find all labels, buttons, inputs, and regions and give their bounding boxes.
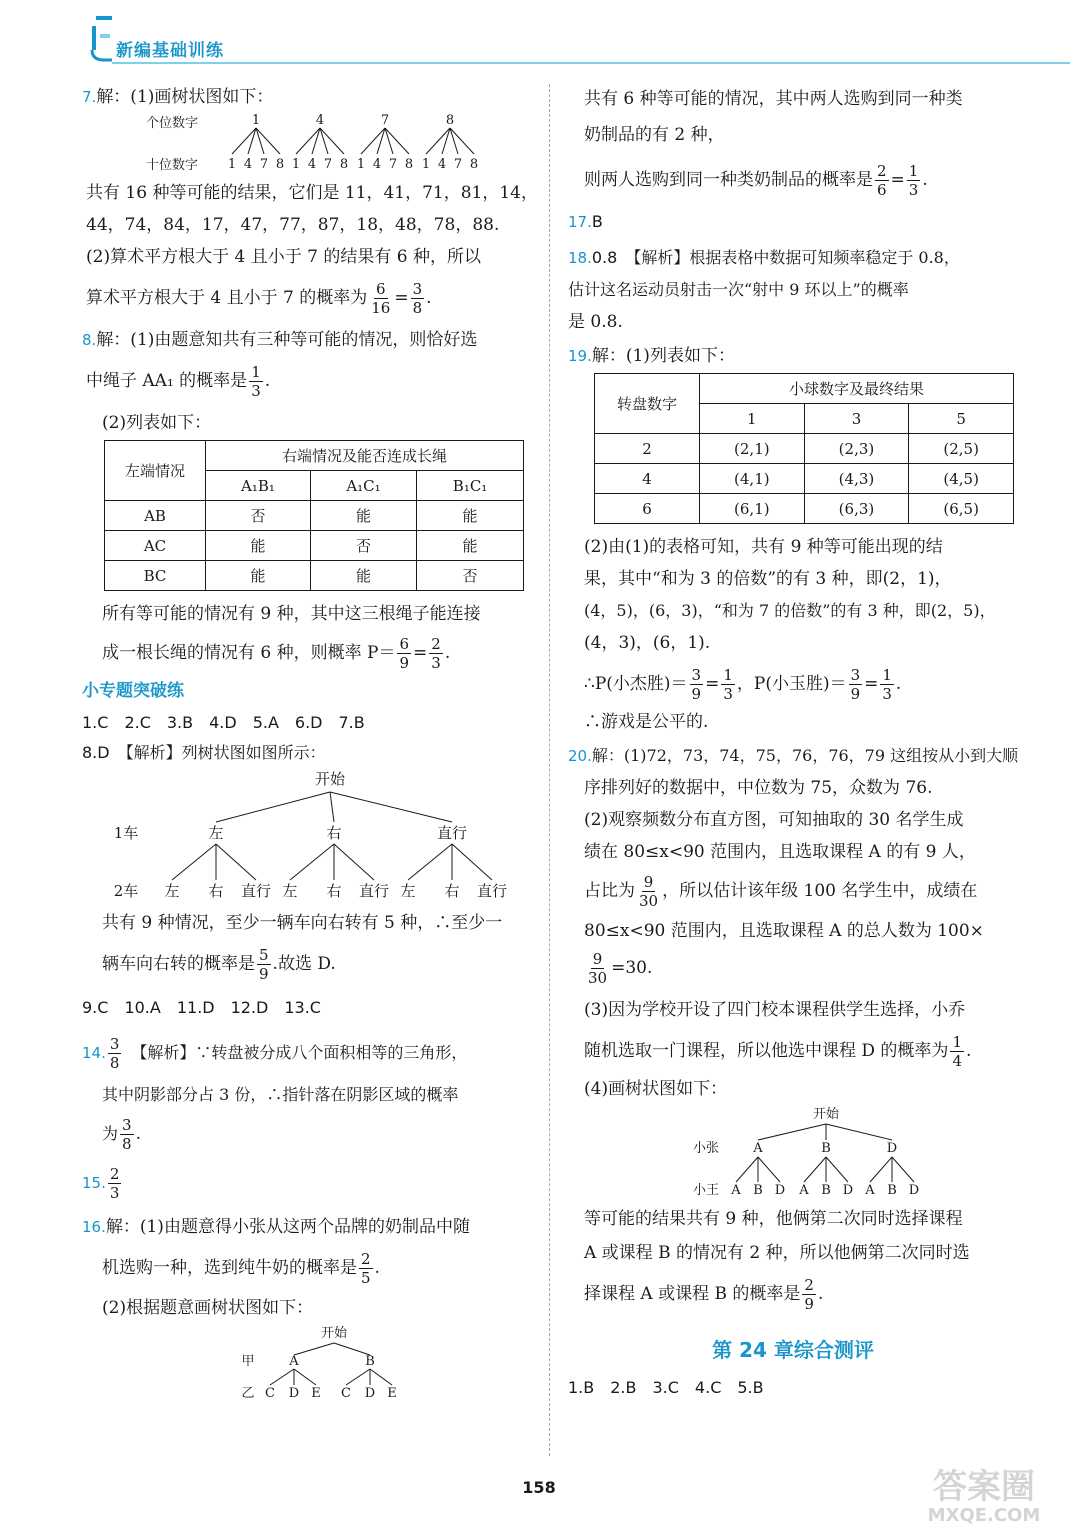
tree-edge bbox=[804, 1157, 826, 1182]
tree-leaf: 右 bbox=[326, 882, 342, 900]
q8-line1: 8.解：(1)由题意知共有三种等可能的情况，则恰好选 bbox=[82, 330, 478, 350]
q20-line5: 占比为 $\frac{9}{30}$ ，所以估计该年级 100 名学生中，成绩在 bbox=[584, 873, 978, 910]
q19-line2: 果，其中“和为 3 的倍数”的有 3 种，即(2，1)， bbox=[584, 569, 952, 589]
tree-leaf: E bbox=[387, 1386, 397, 1401]
tree-edge bbox=[826, 1157, 848, 1182]
tree-leaf: B bbox=[887, 1183, 897, 1198]
tree-edge bbox=[370, 1369, 392, 1385]
tree-leaf: 左 bbox=[400, 882, 416, 900]
tree-root: 开始 bbox=[320, 1326, 348, 1341]
q16-line3: (2)根据题意画树状图如下： bbox=[102, 1298, 314, 1318]
q17-number: 17. bbox=[568, 213, 592, 231]
q20-line11: 等可能的结果共有 9 种，他俩第二次同时选择课程 bbox=[584, 1209, 963, 1229]
q7-line3: (2)算术平方根大于 4 且小于 7 的结果有 6 种，所以 bbox=[86, 247, 481, 267]
q20-line8: (3)因为学校开设了四门校本课程供学生选择，小乔 bbox=[584, 1000, 966, 1020]
q16-line2: 机选购一种，选到纯牛奶的概率是 $\frac{2}{5}$ . bbox=[102, 1250, 380, 1287]
table-row: 2 (2,1) (2,3) (2,5) bbox=[595, 434, 1014, 464]
special-answers-1: 1.C 2.C 3.B 4.D 5.A 6.D 7.B bbox=[82, 713, 365, 732]
right-column bbox=[568, 84, 1018, 1401]
tree-edge bbox=[294, 1343, 334, 1355]
tree-node: A bbox=[289, 1354, 299, 1369]
table-row: BC 能 能 否 bbox=[105, 561, 524, 591]
fraction: $\frac{3}{8}$ bbox=[412, 280, 423, 317]
left-column bbox=[82, 84, 539, 1401]
q18-line1: 18.0.8 【解析】根据表格中数据可知频率稳定于 0.8， bbox=[568, 248, 960, 267]
fraction: $\frac{3}{9}$ bbox=[691, 666, 702, 703]
tree-node: 4 bbox=[315, 113, 325, 128]
fraction: $\frac{9}{30}$ bbox=[588, 950, 608, 987]
watermark-line1: 答案圈 bbox=[933, 1467, 1035, 1507]
table-row: 4 (4,1) (4,3) (4,5) bbox=[595, 464, 1014, 494]
fraction: $\frac{2}{6}$ bbox=[877, 162, 887, 199]
tree-leaf: 4 bbox=[307, 157, 317, 172]
header-rule bbox=[112, 62, 1070, 64]
tree-edge bbox=[294, 1369, 316, 1385]
chapter-answers: 1.B 2.B 3.C 4.C 5.B bbox=[568, 1378, 764, 1397]
tree-leaf: 8 bbox=[275, 157, 285, 172]
q14-line2: 其中阴影部分占 3 份，∴指针落在阴影区域的概率 bbox=[102, 1085, 459, 1104]
tree-leaf: D bbox=[288, 1386, 300, 1401]
tree-leaf: 4 bbox=[437, 157, 447, 172]
tree-leaf: B bbox=[821, 1183, 831, 1198]
q8-number: 8. bbox=[82, 331, 97, 349]
tree-leaf: C bbox=[341, 1386, 351, 1401]
q8-table-header-left: 左端情况 bbox=[105, 441, 206, 501]
tree-edge bbox=[270, 1369, 294, 1385]
q20-tree-lines bbox=[568, 1102, 1018, 1202]
q19-table bbox=[594, 373, 1014, 524]
q7-line1: 共有 16 种等可能的结果，它们是 11，41，71，81，14， bbox=[86, 183, 539, 203]
q14-number: 14. bbox=[82, 1044, 106, 1062]
fraction: $\frac{3}{8}$ bbox=[109, 1035, 120, 1072]
tree-leaf: A bbox=[799, 1183, 809, 1198]
tree-edge bbox=[330, 792, 334, 822]
q20-line1: 20.解：(1)72，73，74，75，76，76，79 这组按从小到大顺 bbox=[568, 746, 1019, 765]
tree-edge bbox=[216, 792, 330, 822]
tree-node: 左 bbox=[208, 824, 224, 842]
q16-tree-lines bbox=[86, 1321, 532, 1401]
table-row: AC 能 否 能 bbox=[105, 531, 524, 561]
tree-leaf: D bbox=[842, 1183, 854, 1198]
fraction: $\frac{3}{8}$ bbox=[122, 1116, 132, 1153]
tree-leaf: B bbox=[753, 1183, 763, 1198]
tree-leaf: 左 bbox=[282, 882, 298, 900]
tree-edge bbox=[334, 844, 374, 880]
tree-leaf: A bbox=[731, 1183, 741, 1198]
q16c-line2: 奶制品的有 2 种， bbox=[584, 125, 725, 145]
page-number: 158 bbox=[522, 1478, 556, 1497]
q20-tree bbox=[568, 1102, 1018, 1202]
q14-line1: 14. $\frac{3}{8}$ 【解析】∵转盘被分成八个面积相等的三角形， bbox=[82, 1035, 468, 1072]
watermark bbox=[904, 1468, 1064, 1526]
tree-level-label: 甲 bbox=[241, 1354, 255, 1369]
q7-tree bbox=[86, 110, 532, 176]
tree-node: B bbox=[365, 1354, 375, 1369]
special-line1: 共有 9 种情况，至少一辆车向右转有 5 种，∴至少一 bbox=[102, 913, 503, 933]
tree-leaf: 直行 bbox=[476, 882, 508, 900]
q19-table-col: 1 bbox=[700, 404, 805, 434]
q8-table-col: A₁C₁ bbox=[310, 471, 416, 501]
tree-edge bbox=[346, 1369, 370, 1385]
tree-leaf: 7 bbox=[259, 157, 269, 172]
q20-line7: $\frac{9}{30}$ =30. bbox=[588, 950, 653, 987]
q18-line2: 估计这名运动员射击一次“射中 9 环以上”的概率 bbox=[568, 280, 909, 299]
tree-node: 7 bbox=[380, 113, 390, 128]
tree-level-label: 乙 bbox=[241, 1386, 255, 1401]
section-title-special: 小专题突破练 bbox=[82, 681, 184, 701]
q20-line13: 择课程 A 或课程 B 的概率是 $\frac{2}{9}$ . bbox=[584, 1276, 824, 1313]
tree-edge bbox=[452, 844, 492, 880]
q18-line3: 是 0.8. bbox=[568, 312, 623, 332]
tree-node: 1 bbox=[251, 113, 261, 128]
fraction: $\frac{1}{3}$ bbox=[251, 363, 261, 400]
tree-edge bbox=[758, 1157, 780, 1182]
q8-table-header-right: 右端情况及能否连成长绳 bbox=[206, 441, 524, 471]
tree-leaf: 7 bbox=[388, 157, 398, 172]
q20-line10: (4)画树状图如下： bbox=[584, 1079, 728, 1099]
q16-number: 16. bbox=[82, 1218, 106, 1236]
fraction: $\frac{9}{30}$ bbox=[639, 873, 659, 910]
cars-tree-lines bbox=[86, 766, 532, 906]
tree-node: B bbox=[821, 1141, 831, 1156]
fraction: $\frac{6}{9}$ bbox=[399, 635, 410, 672]
q19-line1: (2)由(1)的表格可知，共有 9 种等可能出现的结 bbox=[584, 537, 943, 557]
tree-level-label: 2车 bbox=[113, 882, 139, 900]
q19-number: 19. bbox=[568, 347, 592, 365]
tree-edge bbox=[892, 1157, 914, 1182]
q7-tree-row1-label: 个位数字 bbox=[146, 116, 199, 131]
q19-line5: ∴P(小杰胜)＝ $\frac{3}{9}$ = $\frac{1}{3}$ ，P(小玉胜)＝ $\frac{3}{9}$ = $\frac{1}{3}$ . bbox=[584, 666, 902, 703]
q20-line9: 随机选取一门课程，所以他选中课程 D 的概率为 $\frac{1}{4}$ . bbox=[584, 1033, 972, 1070]
tree-level-label: 小王 bbox=[692, 1183, 720, 1198]
page-header bbox=[0, 0, 1078, 66]
tree-leaf: 1 bbox=[421, 157, 431, 172]
tree-node: 8 bbox=[445, 113, 455, 128]
tree-leaf: 1 bbox=[356, 157, 366, 172]
q20-line2: 序排列好的数据中，中位数为 75，众数为 76. bbox=[584, 778, 933, 798]
tree-edge bbox=[758, 1124, 826, 1140]
q7-line2: 44，74，84，17，47，77，87，18，48，78，88. bbox=[86, 215, 500, 235]
tree-level-label: 小张 bbox=[692, 1141, 720, 1156]
tree-leaf: D bbox=[908, 1183, 920, 1198]
tree-leaf: D bbox=[774, 1183, 786, 1198]
q19-table-header-right: 小球数字及最终结果 bbox=[700, 374, 1014, 404]
q16-tree bbox=[86, 1321, 532, 1401]
q19-line3: (4，5)，(6，3)，“和为 7 的倍数”的有 3 种，即(2，5)， bbox=[584, 601, 996, 620]
q8-line2: 中绳子 AA₁ 的概率是 $\frac{1}{3}$ . bbox=[86, 363, 271, 400]
q19-table-header-left: 转盘数字 bbox=[595, 374, 700, 434]
q7-line4: 算术平方根大于 4 且小于 7 的概率为 $\frac{6}{16}$ = $\frac{3}{8}$ . bbox=[86, 280, 432, 317]
tree-node: A bbox=[753, 1141, 763, 1156]
q19-intro: 19.解：(1)列表如下： bbox=[568, 346, 735, 366]
fraction: $\frac{1}{3}$ bbox=[882, 666, 892, 703]
q8-line3: (2)列表如下： bbox=[102, 413, 212, 433]
q20-line12: A 或课程 B 的情况有 2 种，所以他俩第二次同时选 bbox=[584, 1243, 970, 1263]
tree-leaf: C bbox=[265, 1386, 275, 1401]
tree-root: 开始 bbox=[314, 770, 346, 788]
tree-edge bbox=[826, 1124, 892, 1140]
tree-root: 开始 bbox=[812, 1107, 840, 1122]
table-row: AB 否 能 能 bbox=[105, 501, 524, 531]
q14-line3: 为 $\frac{3}{8}$ . bbox=[102, 1116, 141, 1153]
q17: 17.B bbox=[568, 212, 603, 231]
q8-line5: 成一根长绳的情况有 6 种，则概率 P＝ $\frac{6}{9}$ = $\frac{2}{3}$ . bbox=[102, 635, 451, 672]
fraction: $\frac{2}{5}$ bbox=[361, 1250, 371, 1287]
chapter-title: 第 24 章综合测评 bbox=[712, 1338, 874, 1362]
tree-leaf: 1 bbox=[291, 157, 301, 172]
tree-leaf: 7 bbox=[323, 157, 333, 172]
q8-table-col: B₁C₁ bbox=[417, 471, 524, 501]
q20-number: 20. bbox=[568, 747, 592, 765]
tree-leaf: 1 bbox=[227, 157, 237, 172]
q20-line4: 绩在 80≤x<90 范围内，且选取课程 A 的有 9 人， bbox=[584, 842, 976, 862]
fraction: $\frac{1}{4}$ bbox=[952, 1033, 962, 1070]
tree-leaf: 8 bbox=[339, 157, 349, 172]
q16-line1: 16.解：(1)由题意得小张从这两个品牌的奶制品中随 bbox=[82, 1217, 470, 1237]
cars-tree bbox=[86, 766, 532, 906]
q7-intro: 7.解：(1)画树状图如下： bbox=[82, 87, 274, 107]
q20-line3: (2)观察频数分布直方图，可知抽取的 30 名学生成 bbox=[584, 810, 964, 830]
tree-leaf: 直行 bbox=[358, 882, 390, 900]
table-row: 6 (6,1) (6,3) (6,5) bbox=[595, 494, 1014, 524]
tree-leaf: 右 bbox=[444, 882, 460, 900]
fraction: $\frac{1}{3}$ bbox=[908, 162, 919, 199]
fraction: $\frac{5}{9}$ bbox=[259, 946, 269, 983]
q8-line4: 所有等可能的情况有 9 种，其中这三根绳子能连接 bbox=[102, 604, 481, 624]
tree-leaf: 7 bbox=[453, 157, 463, 172]
tree-edge bbox=[870, 1157, 892, 1182]
fraction: $\frac{2}{3}$ bbox=[431, 635, 441, 672]
q7-tree-row2-label: 十位数字 bbox=[146, 158, 199, 173]
q16c-line1: 共有 6 种等可能的情况，其中两人选购到同一种类 bbox=[584, 89, 963, 109]
tree-edge bbox=[736, 1157, 758, 1182]
tree-leaf: E bbox=[311, 1386, 321, 1401]
tree-leaf: 左 bbox=[164, 882, 180, 900]
q15 bbox=[82, 1165, 532, 1202]
q7-number: 7. bbox=[82, 88, 97, 106]
q8-table-col: A₁B₁ bbox=[206, 471, 311, 501]
tree-edge bbox=[172, 844, 216, 880]
q8-table bbox=[104, 440, 524, 591]
tree-edge bbox=[408, 844, 452, 880]
q15-number: 15. bbox=[82, 1174, 106, 1192]
special-line2: 辆车向右转的概率是 $\frac{5}{9}$ .故选 D. bbox=[102, 946, 336, 983]
fraction: $\frac{1}{3}$ bbox=[723, 666, 733, 703]
tree-leaf: D bbox=[364, 1386, 376, 1401]
tree-node: 右 bbox=[326, 824, 342, 842]
header-title: 新编基础训练 bbox=[116, 41, 224, 61]
header-logo-icon bbox=[0, 0, 112, 64]
q19-table-col: 5 bbox=[909, 404, 1014, 434]
watermark-line2: MXQE.COM bbox=[927, 1505, 1041, 1526]
tree-leaf: 右 bbox=[208, 882, 224, 900]
tree-leaf: A bbox=[865, 1183, 875, 1198]
tree-leaf: 4 bbox=[243, 157, 253, 172]
q16c-line3: 则两人选购到同一种类奶制品的概率是 $\frac{2}{6}$ = $\frac{1}{3}$ . bbox=[584, 162, 928, 199]
fraction: $\frac{3}{9}$ bbox=[850, 666, 861, 703]
q19-table-col: 3 bbox=[804, 404, 909, 434]
tree-edge bbox=[330, 792, 452, 822]
tree-node: 直行 bbox=[436, 824, 468, 842]
q19-line4: (4，3)，(6，1). bbox=[584, 633, 711, 653]
tree-edge bbox=[216, 844, 256, 880]
fraction: $\frac{2}{3}$ bbox=[109, 1165, 120, 1202]
q20-line6: 80≤x<90 范围内，且选取课程 A 的总人数为 100× bbox=[584, 921, 984, 941]
q18-number: 18. bbox=[568, 249, 592, 267]
q19-line6: ∴游戏是公平的. bbox=[584, 712, 709, 732]
special-answers-2: 9.C 10.A 11.D 12.D 13.C bbox=[82, 998, 321, 1017]
fraction: $\frac{6}{16}$ bbox=[371, 280, 391, 317]
column-divider bbox=[549, 84, 550, 1456]
q7-tree-lines bbox=[86, 110, 532, 176]
tree-leaf: 4 bbox=[372, 157, 382, 172]
tree-edge bbox=[290, 844, 334, 880]
fraction: $\frac{2}{9}$ bbox=[804, 1276, 814, 1313]
special-q8: 8.D 【解析】列树状图如图所示： bbox=[82, 743, 326, 762]
tree-node: D bbox=[886, 1141, 898, 1156]
tree-level-label: 1车 bbox=[113, 824, 139, 842]
tree-leaf: 8 bbox=[404, 157, 414, 172]
tree-leaf: 8 bbox=[469, 157, 479, 172]
tree-leaf: 直行 bbox=[240, 882, 272, 900]
